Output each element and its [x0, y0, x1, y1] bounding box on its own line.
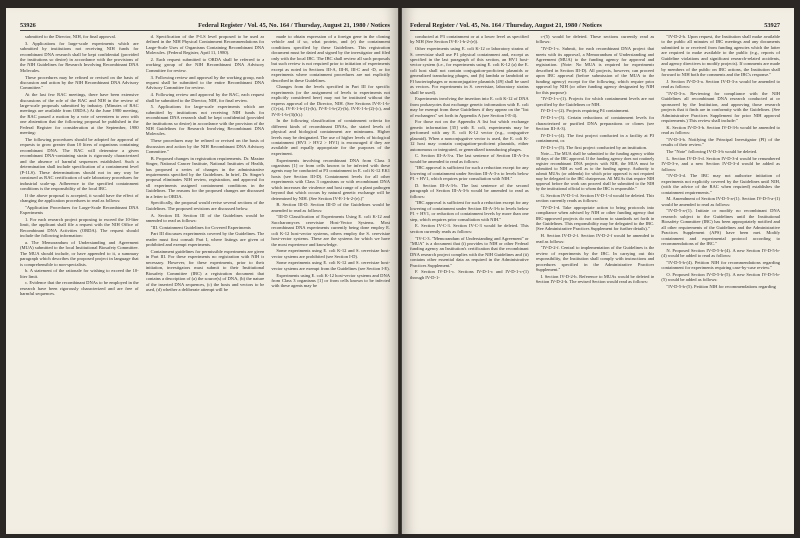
left-page-number: 53926: [20, 22, 36, 29]
paragraph: Experiments involving the insertion into E. coli K-12 of DNA from prokaryotes that exchange genetic information with E. coli may be exempt from these Guidelines if they appear on the "list of exchangers" set forth in Appendix A (see Section I-E-4).: [410, 96, 529, 118]
paragraph: I. Section IV-D-2-h. Reference to MUAs would be deleted in Section IV-D-2-h. The revised Section would read as follows:: [535, 273, 655, 285]
paragraph: Experiments using E. coli K-12 host-vector systems and DNA from Class 3 organisms [1] or from cells known to be infected with these agents may be: [271, 272, 390, 289]
left-column-1: [20, 34, 139, 532]
left-columns: [20, 34, 390, 532]
paragraph: 2. Each request submitted to ORDA shall be referred to a working group of the NIH Recombinant DNA Advisory Committee for review.: [145, 57, 265, 73]
paragraph: The following procedures should be adopted for approval of requests to grow greater than 10 liters of organisms containing recombinant DNA. The RAC will determine a given recombinant DNA-containing strain is rigorously characterized and the absence of harmful sequences established. Such a determination shall include specification of a containment level (P-1LS). These determinations should not in any way be construed as RAC certification of safe laboratory procedures for industrial scale-up. Adherence to the specified containment conditions is the responsibility of the local IBC.: [20, 136, 139, 191]
paragraph: B. Section III-D. Section III-D of the Guidelines would be amended to read as follows:: [271, 202, 390, 213]
right-journal-title: Federal Register / Vol. 45, No. 164 / Thursday, August 21, 1980 / Notices: [410, 22, 602, 29]
paragraph: L. Section IV-D-3-d. Section IV-D-3-d would be renumbered IV-D-3-e, and a new Section IV-D-3-d would be added as follows:: [661, 155, 780, 172]
paragraph: Containment guidelines for permissible experiments are given in Part III. For these experiments no registration with NIH is necessary. However, for these experiments, prior to their initiation, investigators must submit to their Institutional Biosafety Committee (IBC) a registration document that contains a description of (a) the source(s) of DNA, (b) the nature of the inserted DNA sequences, (c) the hosts and vectors to be used, (d) whether a deliberate attempt will be: [145, 248, 265, 292]
paragraph: Some experiments using E. coli K-12 and S. cerevisiae host-vector systems are exempt from the Guidelines (see Section I-E).: [271, 260, 390, 271]
paragraph: "IV-D-5-b-(5). Petition NIH for recommendations regarding: [666, 283, 776, 289]
paragraph: These procedures may be refined or revised on the basis of discussion and action by the NIH Recombinant DNA Advisory Committee.": [145, 138, 265, 154]
paragraph: F. Section IV-D-1-c. Sections IV-D-1-c and IV-D-1-c-(1) through IV-D-1-: [410, 269, 529, 280]
paragraph: 5. Applications for large-scale experiments which are submitted by institutions not receiving NIH funds for recombinant DNA research shall be kept confidential (provided the institutions so desire) in accordance with the provision of the NIH Guidelines for Research Involving Recombinant DNA Molecules.: [145, 104, 265, 137]
paragraph: made to obtain expression of a foreign gene in the cloning vehicle and if so, what protein, and (e) the containment conditions specified by these Guidelines. This registration document must be dated and signed by the investigator and filed only with the local IBC. The IBC shall review all such proposals but such review is not required prior to initiation of experiments except as noted in Sections III-A, III-B, III-C and -D, or for experiments where containment procedures are not explicitly described in these Guidelines.: [271, 34, 390, 83]
paragraph: G. Section IV-D-1-d. Section IV-D-1-d would be deleted. This section currently reads as follows:: [535, 192, 655, 204]
paragraph: M. Amendment of Section IV-D-5-a-(1). Section IV-D-5-a-(1) would be amended to read as follows:: [661, 196, 780, 207]
paragraph: O. Proposed Section IV-D-5-b-(5). A new Section IV-D-5-b-(5) would be added as follows:: [661, 271, 780, 283]
right-column-3: [661, 34, 780, 532]
paragraph: "Application Procedures for Large-Scale Recombinant DNA Experiments: [20, 204, 139, 216]
paragraph: These procedures may be refined or revised on the basis of discussion and action by the NIH Recombinant DNA Advisory Committee.": [20, 74, 139, 91]
paragraph: IV-D-1-c-(3). Certain reductions of containment levels for characterized or purified DNA preparations or clones (see Section III-A-3).: [535, 115, 655, 131]
right-page: [402, 8, 794, 534]
paragraph: If the above proposal is accepted, it would have the effect of changing the application procedures to read as follows:: [20, 192, 139, 204]
paragraph: IV-D-1-c-(2). Projects requiring P4 containment.: [540, 108, 630, 114]
left-page: [6, 8, 398, 534]
paragraph: b. A statement of the rationale for wishing to exceed the 10-liter limit.: [20, 268, 139, 279]
paragraph: "IBC approval is sufficient for such a reduction except for any lowering of containment under Section III-A-3-a to levels below P1 + HV1, which requires prior consultation with NIH.": [410, 165, 529, 182]
paragraph: "IV-D-5-b-(4). Petition NIH for recommendations regarding containment for experiments requiring case-by-case review.": [661, 259, 780, 271]
left-journal-title: Federal Register / Vol. 45, No. 164 / Thursday, August 21, 1980 / Notices: [198, 22, 390, 29]
paragraph: "IV-D-1-d. Take appropriate action to bring protocols into compliance when advised by NIH or other funding agency that IBC-approved projects do not conform to standards set forth in the Guidelines. This responsibility may be delegated to the IBC. (See Administrative Practices Supplement for further details).": [535, 204, 655, 232]
paragraph: c. Evidence that the recombinant DNAs to be employed in the research have been rigorously characterized and are free of harmful sequences.: [20, 280, 139, 297]
paragraph: d. Specification of the P-LS level proposed to be used as defined in the NIH Physical Containment Recommendations for Large-Scale Uses of Organisms Containing Recombinant DNA Molecules. (Federal Register, April 11, 1980).: [145, 34, 265, 56]
paragraph: 1. For each research project proposing to exceed the 10-liter limit, the applicant shall file a request with the NIH Office of Recombinant DNA Activities (ORDA). The request should include the following information:: [20, 216, 139, 239]
paragraph: Specifically, the proposal would revise several sections of the Guidelines. The proposed revisions are discussed below.: [145, 200, 265, 211]
paragraph: B. Proposed changes in registration requirements. Dr. Maxine Singer, National Cancer Institute, National Institutes of Health, has proposed a series of changes in the administrative requirements specified by the Guidelines. In brief, Dr. Singer's proposal eliminates NIH review, registration, and approval for all experiments assigned containment conditions in the Guidelines. The reasons for the proposed changes are discussed in a letter to ORDA.: [145, 155, 265, 199]
right-column-1: [410, 34, 529, 532]
left-column-2: [146, 34, 265, 532]
right-page-number: 53927: [764, 22, 780, 29]
paragraph: The "Note" following IV-D-3-b would be deleted.: [666, 149, 758, 154]
right-column-2: [536, 34, 655, 532]
left-column-3: [271, 34, 390, 532]
paragraph: K. Section IV-D-3-b. Section IV-D-3-b would be amended to read as follows:: [661, 124, 780, 136]
paragraph: "IV-D-3-a. Reviewing for compliance with the NIH Guidelines all recombinant DNA research conducted at or sponsored by the Institution, and approving those research projects that it finds are in conformity with the Guidelines. (See Administrative Practices Supplement for prior NIH approval requirements.) This review shall include:": [661, 90, 780, 124]
paragraph: In the following classification of containment criteria for different kinds of recombinant DNAs, the stated levels of physical and biological containment are minimums. Higher levels may be designated. The use of higher levels of biological containment (HV3 > HV2 > HV1) is encouraged if they are available and equally appropriate for the purposes of the experiment.: [271, 118, 390, 156]
paragraph: Experiments involving recombinant DNA from Class 3 organisms [1] or from cells known to be infected with these agents may be conducted at P3 containment in E. coli K-12 EK1 hosts (see Section III-D). Containment levels for all other experiments with Class 3 organisms or with recombinant DNA which increases the virulence and host range of a plant pathogen beyond that which occurs by natural genetic exchange will be determined by NIH. (See Section IV-E-1-b-2-(e).)": [271, 157, 390, 201]
paragraph: Other experiments using E. coli K-12 or laboratory strains of S. cerevisiae shall use P1 physical containment and, except as specified in the last paragraph of this section, an HV1 host-vector system (i.e., for experiments using E. coli K-12 (a) the E. coli host shall not contain conjugation-proficient plasmids or generalized transducing phages, and (b) lambda or lambdoid or Ff bacteriophages or nonconjugative plasmids [49] shall be used as vectors. For experiments in S. cerevisiae, laboratory strains shall be used).: [410, 46, 529, 95]
paragraph: E. Section IV-C-3. Section IV-C-3 would be deleted. This section currently reads as follows:: [410, 223, 529, 234]
paragraph: a. The Memorandum of Understanding and Agreement (MUA) submitted to the local Institutional Biosafety Committee. The MUA should include, or have appended to it, a summary paragraph which describes the proposed project in language that is comprehensible to non-specialists.: [20, 239, 139, 267]
paragraph: "IV-D-1-c. Submit, for each recombinant DNA project that meets with its approval, a Memorandum of Understanding and Agreement (MUA) to the funding agency for approval and registration. (Note: No MUA is required for experiments described in Section III-D). All projects, however, can proceed upon IBC approval (before submission of the MUA to the funding agency) except for the following, which require prior approval by NIH (or other funding agency designated by NIH for this purpose):: [535, 46, 655, 95]
paragraph: "IV-C-3. "Memorandum of Understanding and Agreement" or "MUA" is a document that (i) provides to NIH or other Federal funding agency an Institution's certification that the recombinant DNA research project complies with the NIH Guidelines and (ii) contains other essential data as required in the Administrative Practices Supplement.": [410, 235, 529, 268]
paragraph: Changes from the levels specified in Part III for specific experiments (or the assignment of levels to experiments not explicitly considered here) may not be instituted without the express approval of the Director, NIH. (See Sections IV-E-1-b-(1)-(a), IV-E-1-b-(1)-(b), IV-E-1-b-(2)-(b), IV-E-1-b-(2)-(c), and IV-E-1-b-(3)(b).): [271, 84, 390, 117]
paragraph: 4. Following review and approval by the RAC, each request shall be submitted to the Director, NIH, for final review.: [145, 92, 265, 103]
paragraph: At the last few RAC meetings, there have been extensive discussions of the role of the RAC and NIH in the review of large-scale proposals submitted by industry. (Minutes of RAC meetings are available from ORDA.) At the June 1980 meeting, the RAC passed a motion by a vote of seventeen to zero with one abstention that the following proposal be published in the Federal Register for consideration at the September, 1980 meeting:: [20, 92, 139, 136]
paragraph: For those not on the Appendix A list but which exchange genetic information [35] with E. coli, experiments may be performed with any E. coli K-12 vector (e.g., conjugative plasmid). When a nonconjugative vector is used, the E. coli K-12 host may contain conjugation-proficient plasmids, either autonomous or integrated, or generalized transducing phages.: [410, 119, 529, 152]
paragraph: "III-D Classification of Experiments Using E. coli K-12 and Saccharomyces cerevisiae Host-Vector Systems. Most recombinant DNA experiments currently being done employ E. coli K-12 host-vector systems, others employ the S. cerevisiae host-vector systems. These are the systems for which we have the most experience and knowledge.: [271, 214, 390, 247]
paragraph: "IV-D-5-a-(1). Initiate or modify no recombinant DNA research subject to the Guidelines until the Institutional Biosafety Committee (IBC) has been appropriately notified and all other requirements of the Guidelines and the Administrative Practices Supplement (APS) have been met. Modify containment and experimental protocol according to recommendations of the IBC.": [661, 208, 780, 246]
paragraph: D. Section III-A-3-b. The last sentence of the second paragraph of Section III-A-3-b would be amended to read as follows:: [410, 182, 529, 199]
paragraph: C. Section III-A-3-a. The last sentence of Section III-A-3-a would be amended to read as follows:: [410, 153, 529, 164]
paragraph: "IBC approval is sufficient for such a reduction except for any lowering of containment under Section III-A-3-b to levels below P1 + HV1, or reduction of containment levels by more than one step, which requires prior consultation with NIH.": [410, 200, 529, 222]
paragraph: "IV-D-3-b. Notifying the Principal Investigator (PI) of the results of their review.": [661, 136, 780, 148]
paragraph: J. Section IV-D-3-a. Section IV-D-3-a would be amended to read as follows:: [661, 78, 780, 90]
paragraph: c-(5) would be deleted. These sections currently read as follows:: [535, 34, 655, 45]
paragraph: H. Section IV-D-2-f. Section IV-D-2-f would be amended to read as follows:: [535, 233, 655, 244]
paragraph: N. Proposed Section IV-D-5-b-(4). A new Section IV-D-5-b-(4) would be added to read as follows:: [661, 247, 780, 259]
paragraph: "IV-D-1-c-(1). Projects for which containment levels are not specified by the Guidelines or NIH.: [535, 96, 655, 107]
paragraph: conducted at P3 containment or at a lower level as specified by NIH (See Section IV-E-1-b-2-(e)).: [410, 34, 529, 45]
paragraph: "III. Containment Guidelines for Covered Experiments: [150, 224, 251, 230]
paragraph: submitted to the Director, NIH, for final approval.: [25, 34, 116, 39]
paragraph: A. Section III. Section III of the Guidelines would be amended to read as follows:: [145, 212, 265, 223]
paragraph: "IV-D-3-d. The IBC may not authorize initiation of experiments not explicitly covered by the Guidelines until NIH, (with the advice of the RAC when required) establishes the containment requirements.": [661, 173, 780, 195]
paragraph: IV-D-1-c-(4). The first project conducted in a facility at P3 containment, or.: [535, 132, 655, 144]
right-columns: [410, 34, 780, 532]
paragraph: "IV-D-2-f. Central to implementation of the Guidelines is the review of experiments by the IBC. In carrying out this responsibility, the Institution shall comply with instructions and procedures specified in the Administrative Practices Supplement.": [535, 245, 655, 273]
paragraph: 3. Following review and approval by the working group, each request shall be submitted to the entire Recombinant DNA Advisory Committee for review.: [145, 74, 265, 91]
paragraph: Part III discusses experiments covered by the Guidelines. The reader must first consult Part I, where listings are given of prohibited and exempt experiments.: [145, 231, 265, 248]
paragraph: "IV-D-2-h. Upon request, the Institution shall make available to the public all minutes of IBC meetings and any documents submitted to or received from funding agencies which the latter are required to make available to the public (e.g., reports of Guideline violations and significant research-related accidents, and agency directives to modify projects). If comments are made by members of the public on IBC actions, the Institution shall forward to NIH both the comments and the IBC's response.": [661, 34, 780, 78]
left-page-header: [20, 22, 390, 31]
paragraph: Note.—The MUA shall be submitted to the funding agency within 30 days of the IBC approval. If the funding agency does not routinely register recombinant DNA projects with NIH, the MUA must be submitted to NIH as well as to the funding agency. Authority to submit MUAs (or addenda) for which prior approval is not required may be delegated to the IBC chairperson. All MUAs that require NIH approval before the work can proceed shall be submitted to the NIH by the institutional official to whom the IBC is responsible.": [535, 151, 655, 192]
paragraph: IV-D-1-c-(5). The first project conducted by an institution.: [540, 144, 648, 150]
paragraph: 3. Applications for large-scale experiments which are submitted by institutions not receiving NIH funds for recombinant DNA research shall be kept confidential (provided the institutions so desire) in accordance with the provisions of the NIH Guidelines for Research Involving Recombinant DNA Molecules.: [20, 40, 139, 73]
paragraph: Some experiments using E. coli K-12 and S. cerevisiae host-vector systems are prohibited (see Section I-D).: [271, 248, 390, 259]
right-page-header: [410, 22, 780, 31]
